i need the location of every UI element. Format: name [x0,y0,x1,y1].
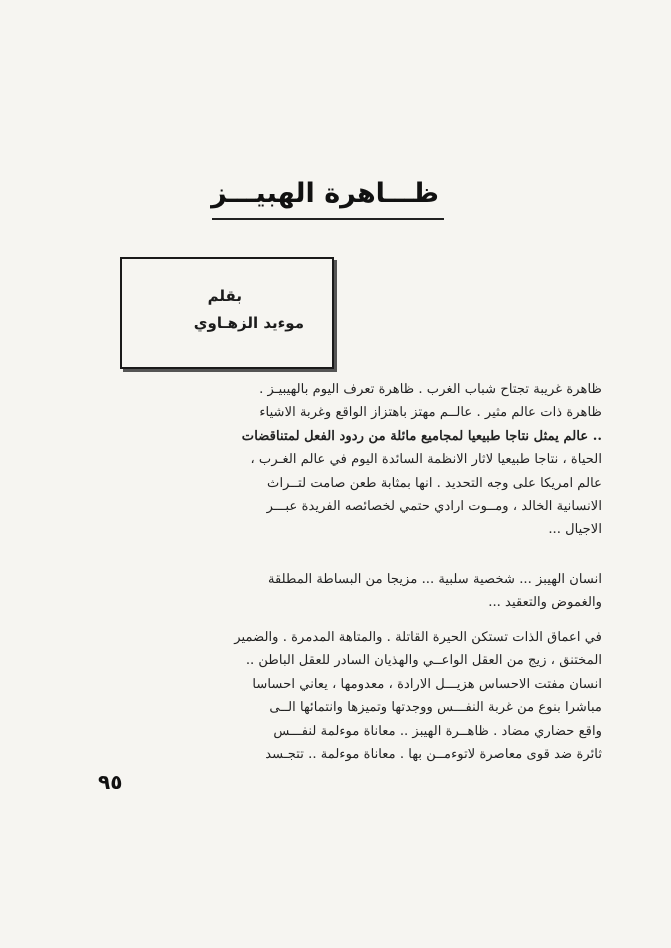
paragraph-line: واقع حضاري مضاد . ظاهــرة الهيبز .. معاناة موءلمة لنفـــس [273,723,602,739]
paragraph-line: الحياة ، نتاجا طبيعيا لاثار الانظمة السائدة اليوم في عالم الغـرب ، [250,452,602,468]
paragraph-line: انسان مفتت الاحساس هزيـــل الارادة ، معدومها ، يعاني احساسا [252,676,602,692]
paragraph-line: ظاهرة غريبة تجتاح شباب الغرب . ظاهرة تعرف اليوم بالهيبيـز . [259,382,602,397]
paragraph-line: والغموض والتعقيد ... [488,595,602,611]
paragraph-3 [97,626,602,766]
paragraph-line: انسان الهيبز ... شخصية سلبية ... مزيجا من البساطة المطلقة [267,572,602,587]
author-box [120,257,334,369]
paragraph-line: المختنق ، زيج من العقل الواعــي والهذيان السادر للعقل الباطن .. [245,653,602,669]
paragraph-line: مباشرا بنوع من غربة النفـــس ووجدتها وتميزها وانتمائها الــى [269,700,602,716]
page-number: ٩٥ [98,770,123,794]
paragraph-line: الاجيال ... [548,522,602,538]
paragraph-1 [97,378,602,542]
paragraph-line: عالم امريكا على وجه التحديد . انها بمثابة طعن صامت لتــراث [267,475,602,491]
paragraph-2 [97,568,602,615]
article-title: ظـــاهرة الهبيـــز [211,178,439,209]
byline-label: بقلم [207,287,242,305]
paragraph-line: في اعماق الذات تستكن الحيرة القاتلة . والمتاهة المدمرة . والضمير [234,630,602,645]
paragraph-line: ثائرة ضد قوى معاصرة لاتوءمــن بها . معاناة موءلمة .. تتجـسد [265,747,602,763]
paragraph-line: .. عالم يمثل نتاجا طبيعيا لمجاميع مائلة من ردود الفعل لمتناقضات [241,428,602,444]
title-underline [212,218,444,220]
paragraph-line: الانسانية الخالد ، ومــوت ارادي حتمي لخصائصه الفريدة عبـــر [266,499,602,515]
paragraph-line: ظاهرة ذات عالم مثير . عالــم مهتز باهتزاز الواقع وغربة الاشياء [259,405,602,421]
author-name: موءيد الزهـاوي [193,314,304,332]
